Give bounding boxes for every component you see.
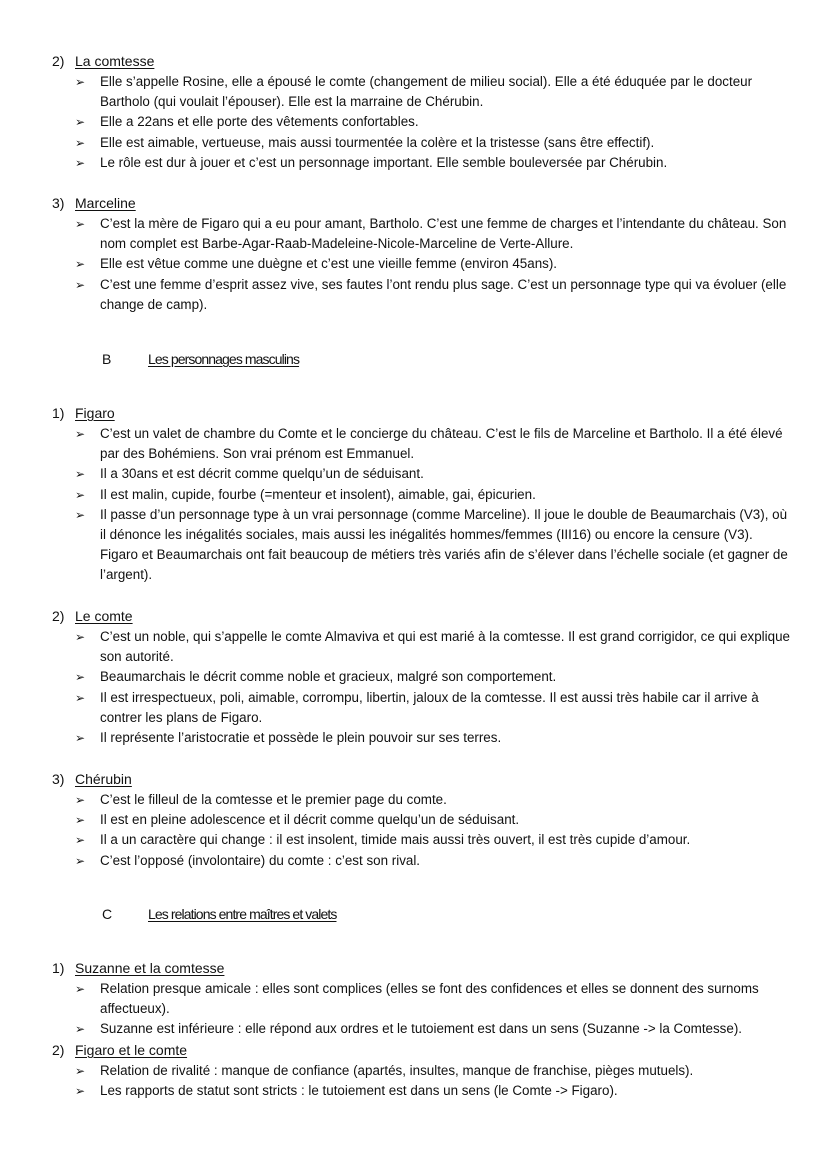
subsection-heading (52, 403, 115, 423)
bullet-list (73, 1061, 793, 1101)
bullet-text: C’est un noble, qui s’appelle le comte Almaviva et qui est marié à la comtesse. Il est grand corrigidor, ce qui explique son autorité. (100, 629, 790, 665)
arrow-bullet-icon: ➢ (75, 1022, 86, 1037)
bullet-item (73, 728, 793, 748)
subsection-heading (52, 769, 132, 789)
bullet-item (73, 72, 793, 112)
section-title: Les relations entre maîtres et valets (148, 906, 337, 922)
bullet-text: Les rapports de statut sont stricts : le tutoiement est dans un sens (le Comte -> Figaro). (100, 1083, 618, 1099)
subsection-heading (52, 958, 224, 978)
arrow-bullet-icon: ➢ (75, 982, 86, 996)
subsection-heading (52, 1040, 187, 1060)
bullet-text: Elle est vêtue comme une duègne et c’est une vieille femme (environ 45ans). (100, 256, 558, 272)
bullet-item (73, 790, 793, 810)
bullet-item (73, 464, 793, 484)
arrow-bullet-icon: ➢ (75, 813, 86, 828)
bullet-item (73, 153, 793, 173)
section-heading (102, 349, 299, 369)
bullet-text: C’est l’opposé (involontaire) du comte : c’est son rival. (100, 852, 421, 868)
subsection-title: Figaro (75, 405, 115, 421)
subsection-number: 1) (52, 960, 65, 976)
bullet-text: C’est la mère de Figaro qui a eu pour amant, Bartholo. C’est une femme de charges et l’intendante du château. Son nom complet est Barbe-Agar-Raab-Madeleine-Nicole-Marceline de Verte-Allure. (100, 216, 787, 252)
arrow-bullet-icon: ➢ (75, 793, 86, 807)
bullet-item (73, 627, 793, 667)
arrow-bullet-icon: ➢ (75, 833, 86, 848)
bullet-item (73, 254, 793, 274)
arrow-bullet-icon: ➢ (75, 630, 86, 644)
arrow-bullet-icon: ➢ (75, 690, 86, 705)
bullet-item (73, 133, 793, 153)
arrow-bullet-icon: ➢ (75, 1084, 86, 1099)
bullet-list (73, 790, 793, 871)
arrow-bullet-icon: ➢ (75, 853, 86, 868)
subsection-number: 2) (52, 53, 65, 69)
arrow-bullet-icon: ➢ (75, 1064, 86, 1078)
bullet-text: Il passe d’un personnage type à un vrai personnage (comme Marceline). Il joue le double de Beaumarchais (V3), où il dénonce les inégalités sociales, mais aussi les inégalités hommes/femmes (III16) ou encore la censure (V3). Figaro et Beaumarchais ont fait beaucoup de métiers très variés afin de s’élever dans l’échelle sociale (et gagner de l’argent). (100, 506, 788, 583)
arrow-bullet-icon: ➢ (75, 731, 86, 746)
bullet-list (73, 627, 793, 748)
subsection-title: Chérubin (75, 771, 132, 787)
bullet-item (73, 830, 793, 850)
arrow-bullet-icon: ➢ (75, 257, 86, 272)
bullet-text: Il est en pleine adolescence et il décrit comme quelqu’un de séduisant. (100, 812, 520, 828)
arrow-bullet-icon: ➢ (75, 155, 86, 170)
subsection-title: Marceline (75, 195, 136, 211)
arrow-bullet-icon: ➢ (75, 487, 86, 502)
bullet-text: Relation presque amicale : elles sont complices (elles se font des confidences et elles se donnent des surnoms affectueux). (100, 981, 759, 1017)
bullet-text: Suzanne est inférieure : elle répond aux ordres et le tutoiement est dans un sens (Suzanne -> la Comtesse). (100, 1021, 742, 1037)
bullet-text: Relation de rivalité : manque de confiance (apartés, insultes, manque de franchise, pièges mutuels). (100, 1063, 694, 1078)
bullet-item (73, 1081, 793, 1101)
subsection-heading (52, 51, 154, 71)
bullet-item (73, 810, 793, 830)
subsection-heading (52, 606, 133, 626)
bullet-item (73, 214, 793, 254)
bullet-text: C’est un valet de chambre du Comte et le concierge du château. C’est le fils de Marceline et Bartholo. Il a été élevé par des Bohémiens. Son vrai prénom est Emmanuel. (100, 426, 783, 462)
subsection-number: 1) (52, 405, 65, 421)
bullet-item (73, 505, 793, 586)
bullet-list (73, 72, 793, 173)
bullet-item (73, 1061, 793, 1081)
arrow-bullet-icon: ➢ (75, 277, 86, 292)
bullet-text: C’est une femme d’esprit assez vive, ses fautes l’ont rendu plus sage. C’est un personnage type qui va évoluer (elle change de camp). (100, 276, 787, 312)
bullet-text: Il est irrespectueux, poli, aimable, corrompu, libertin, jaloux de la comtesse. Il est aussi très habile car il arrive à contrer les plans de Figaro. (100, 689, 759, 725)
bullet-list (73, 979, 793, 1040)
bullet-text: Le rôle est dur à jouer et c’est un personnage important. Elle semble bouleversée par Chérubin. (100, 154, 668, 170)
bullet-item (73, 275, 793, 315)
bullet-item (73, 424, 793, 464)
subsection-number: 2) (52, 1042, 65, 1058)
bullet-item (73, 979, 793, 1019)
arrow-bullet-icon: ➢ (75, 507, 86, 522)
bullet-item (73, 688, 793, 728)
bullet-item (73, 485, 793, 505)
bullet-text: Beaumarchais le décrit comme noble et gracieux, malgré son comportement. (100, 669, 557, 685)
subsection-number: 3) (52, 195, 65, 211)
bullet-item (73, 667, 793, 687)
arrow-bullet-icon: ➢ (75, 75, 86, 89)
arrow-bullet-icon: ➢ (75, 135, 86, 150)
bullet-text: Elle a 22ans et elle porte des vêtements confortables. (100, 114, 419, 130)
section-letter: C (102, 906, 113, 922)
subsection-title: Le comte (75, 608, 133, 624)
bullet-list (73, 214, 793, 315)
arrow-bullet-icon: ➢ (75, 467, 86, 482)
bullet-item (73, 1019, 793, 1039)
subsection-number: 3) (52, 771, 65, 787)
bullet-text: Il a un caractère qui change : il est insolent, timide mais aussi très ouvert, il est très cupide d’amour. (100, 832, 691, 848)
subsection-title: Figaro et le comte (75, 1042, 188, 1058)
bullet-item (73, 851, 793, 871)
bullet-text: Elle est aimable, vertueuse, mais aussi tourmentée la colère et la tristesse (sans être effectif). (100, 134, 655, 150)
subsection-title: La comtesse (75, 53, 155, 69)
bullet-item (73, 112, 793, 132)
section-letter: B (102, 351, 112, 367)
bullet-list (73, 424, 793, 586)
arrow-bullet-icon: ➢ (75, 115, 86, 130)
bullet-text: Il est malin, cupide, fourbe (=menteur et insolent), aimable, gai, épicurien. (100, 486, 536, 502)
arrow-bullet-icon: ➢ (75, 217, 86, 231)
bullet-text: Il représente l’aristocratie et possède le plein pouvoir sur ses terres. (100, 730, 502, 746)
bullet-text: Il a 30ans et est décrit comme quelqu’un de séduisant. (100, 466, 424, 482)
arrow-bullet-icon: ➢ (75, 670, 86, 685)
section-title: Les personnages masculins (148, 351, 300, 367)
subsection-heading (52, 193, 136, 213)
subsection-number: 2) (52, 608, 65, 624)
bullet-text: C’est le filleul de la comtesse et le premier page du comte. (100, 792, 447, 807)
bullet-text: Elle s’appelle Rosine, elle a épousé le comte (changement de milieu social). Elle a été éduquée par le docteur Bartholo (qui voulait l’épouser). Elle est la marraine de Chérubin. (100, 74, 753, 110)
section-heading (102, 904, 336, 924)
subsection-title: Suzanne et la comtesse (75, 960, 225, 976)
arrow-bullet-icon: ➢ (75, 427, 86, 441)
